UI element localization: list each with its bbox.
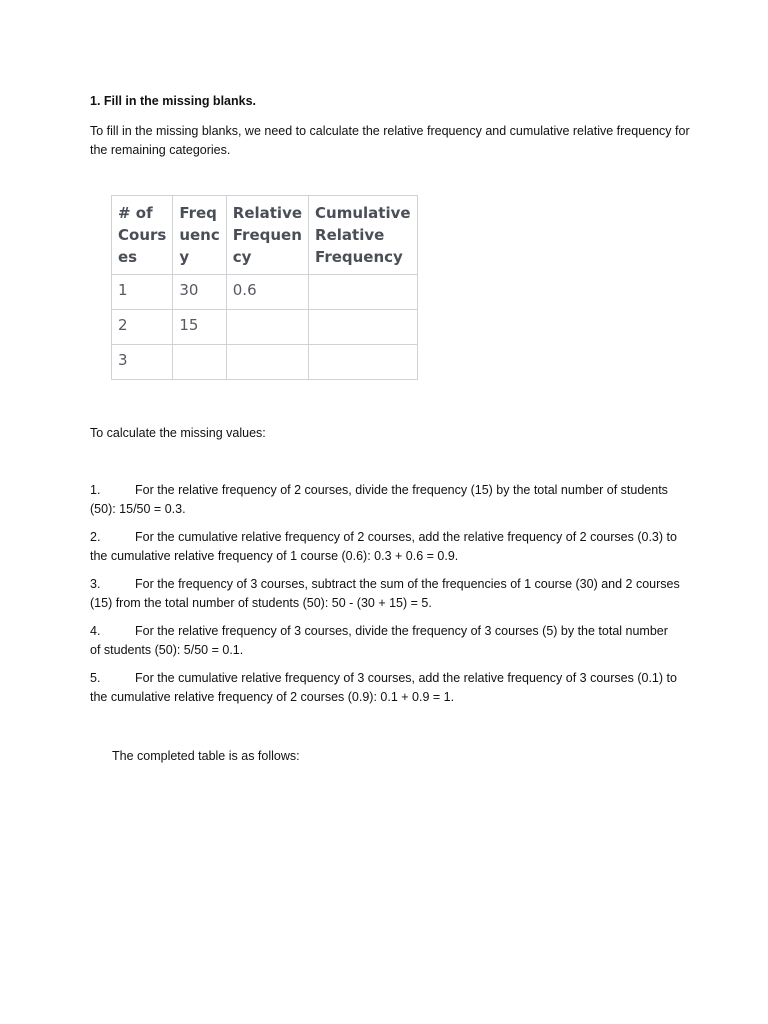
table-cell [226,345,308,380]
step-number: 3. [90,577,101,591]
list-item [90,575,680,613]
table-cell [309,310,418,345]
table-row [112,310,418,345]
header-courses: # of Cours es [112,196,173,275]
table-cell: 0.6 [226,275,308,310]
table-cell: 30 [173,275,226,310]
list-item [90,528,680,566]
step-number: 4. [90,624,101,638]
intro-paragraph: To fill in the missing blanks, we need to calculate the relative frequency and cumulative relative frequency for the remaining categories. [90,124,690,157]
step-number: 2. [90,530,101,544]
table-cell: 15 [173,310,226,345]
header-relative-frequency: Relative Frequen cy [226,196,308,275]
table-cell [173,345,226,380]
step-text: For the relative frequency of 3 courses, divide the frequency of 3 courses (5) by the total number of students (50): 5/50 = 0.1. [90,624,668,657]
table-cell: 3 [112,345,173,380]
step-number: 1. [90,483,101,497]
closing-paragraph: The completed table is as follows: [112,749,300,763]
steps-list [90,481,680,716]
table-header-row [112,196,418,275]
table-cell: 1 [112,275,173,310]
table-cell [226,310,308,345]
step-text: For the relative frequency of 2 courses, divide the frequency (15) by the total number of students (50): 15/50 = 0.3. [90,483,668,516]
step-number: 5. [90,671,101,685]
table-row [112,345,418,380]
table-row [112,275,418,310]
frequency-table-image [111,195,418,380]
table-cell: 2 [112,310,173,345]
table-cell [309,345,418,380]
header-frequency: Freq uenc y [173,196,226,275]
table-cell [309,275,418,310]
frequency-table [111,195,418,380]
list-item [90,669,680,707]
step-text: For the cumulative relative frequency of 3 courses, add the relative frequency of 3 courses (0.1) to the cumulative relative frequency of 2 courses (0.9): 0.1 + 0.9 = 1. [90,671,677,704]
section-heading: 1. Fill in the missing blanks. [90,94,257,108]
calc-intro-paragraph: To calculate the missing values: [90,426,266,440]
step-text: For the cumulative relative frequency of 2 courses, add the relative frequency of 2 courses (0.3) to the cumulative relative frequency of 1 course (0.6): 0.3 + 0.6 = 0.9. [90,530,677,563]
list-item [90,622,680,660]
header-cumulative-relative-frequency: Cumulative Relative Frequency [309,196,418,275]
step-text: For the frequency of 3 courses, subtract the sum of the frequencies of 1 course (30) and 2 courses (15) from the total number of students (50): 50 - (30 + 15) = 5. [90,577,680,610]
list-item [90,481,680,519]
